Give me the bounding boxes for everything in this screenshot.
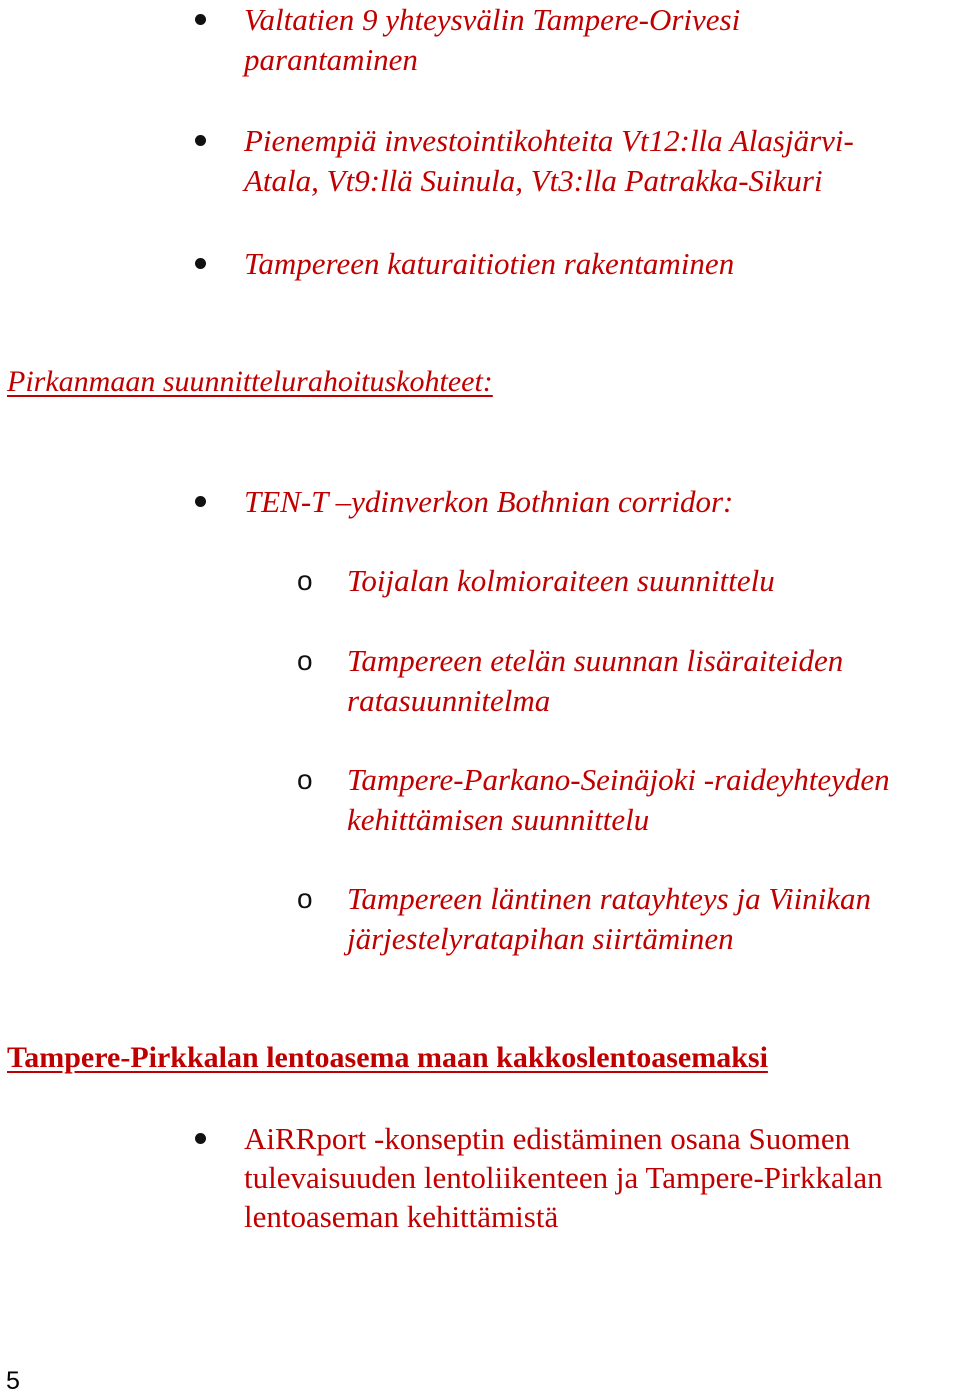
list-item-text: Valtatien 9 yhteysvälin Tampere-Orivesi (244, 2, 741, 37)
list-item-text: lentoaseman kehittämistä (244, 1199, 559, 1234)
bullet-icon (195, 258, 206, 269)
list-item-text: parantaminen (244, 42, 418, 77)
sub-list-item-text: Tampereen läntinen ratayhteys ja Viinikan (347, 881, 872, 916)
list-item-text: tulevaisuuden lentoliikenteen ja Tampere-Pirkkalan (244, 1160, 883, 1195)
sub-list-item-text: Toijalan kolmioraiteen suunnittelu (347, 563, 775, 598)
list-item-text: Pienempiä investointikohteita Vt12:lla Alasjärvi- (244, 123, 854, 158)
page-number: 5 (6, 1367, 20, 1395)
bullet-icon (195, 135, 206, 146)
section-heading: Tampere-Pirkkalan lentoasema maan kakkoslentoasemaksi (7, 1041, 768, 1074)
list-item-text: Tampereen katuraitiotien rakentaminen (244, 246, 735, 281)
list-item-text: TEN-T –ydinverkon Bothnian corridor: (244, 484, 734, 519)
bullet-icon (195, 496, 206, 507)
list-item-text: Atala, Vt9:llä Suinula, Vt3:lla Patrakka-Sikuri (244, 163, 823, 198)
sub-list-item-text: Tampere-Parkano-Seinäjoki -raideyhteyden (347, 762, 890, 797)
sub-bullet-icon: o (297, 764, 313, 795)
list-item-text: AiRRport -konseptin edistäminen osana Suomen (244, 1121, 851, 1156)
bullet-icon (195, 14, 206, 25)
bullet-icon (195, 1133, 206, 1144)
sub-bullet-icon: o (297, 645, 313, 676)
sub-list-item-text: Tampereen etelän suunnan lisäraiteiden (347, 643, 844, 678)
section-heading: Pirkanmaan suunnittelurahoituskohteet: (7, 365, 493, 398)
sub-list-item-text: ratasuunnitelma (347, 683, 551, 718)
sub-list-item-text: järjestelyratapihan siirtäminen (347, 921, 734, 956)
sub-bullet-icon: o (297, 565, 313, 596)
sub-bullet-icon: o (297, 883, 313, 914)
sub-list-item-text: kehittämisen suunnittelu (347, 802, 650, 837)
